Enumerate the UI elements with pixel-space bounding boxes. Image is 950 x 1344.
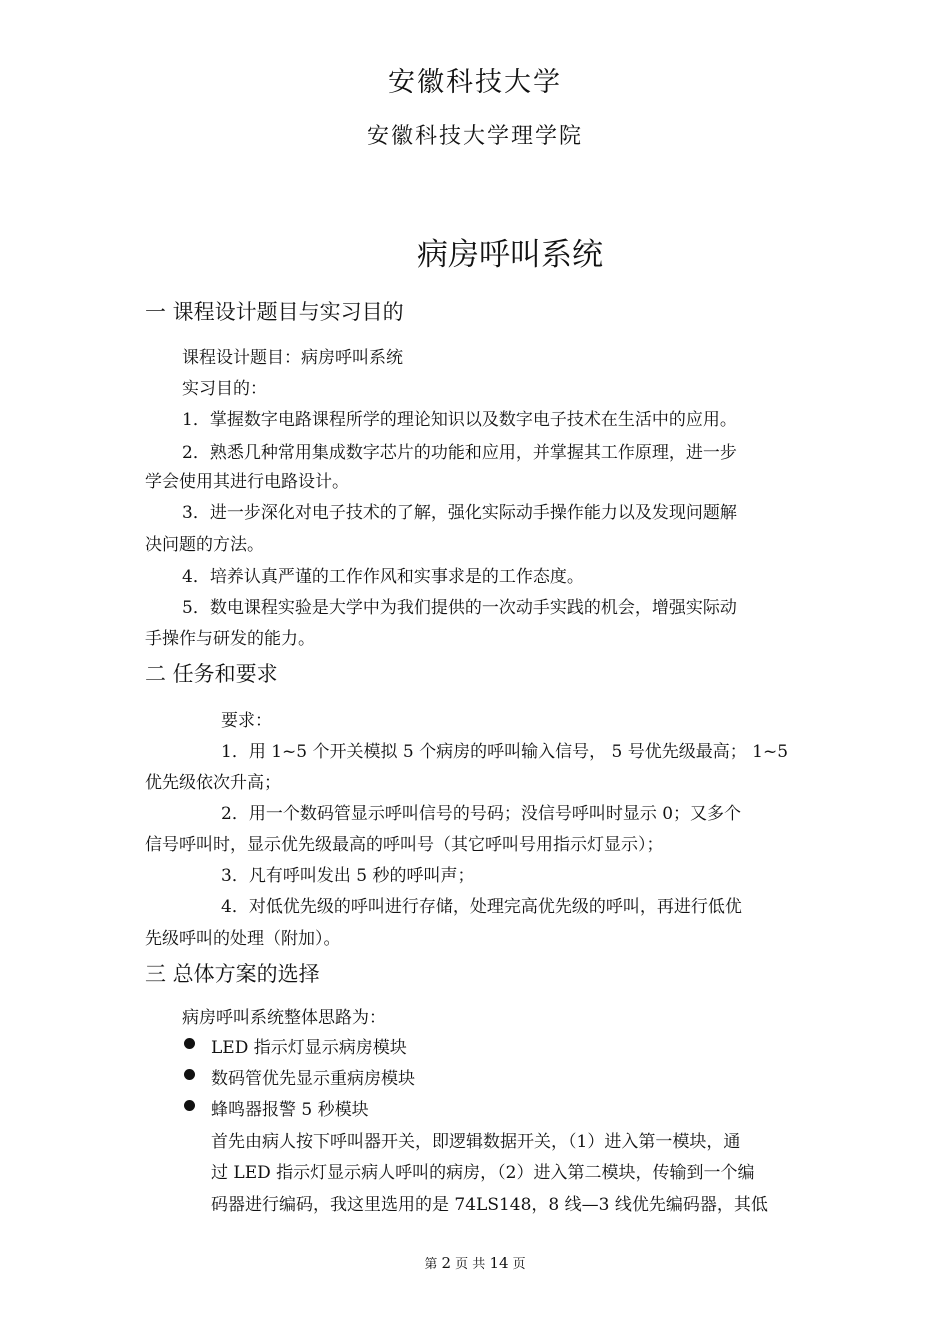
footer-prefix: 第 (424, 1257, 438, 1272)
bullet-dot-icon (184, 1069, 195, 1080)
requirement-line: 信号呼叫时，显示优先级最高的呼叫号（其它呼叫号用指示灯显示）； (145, 835, 664, 855)
school-name: 安徽科技大学 (388, 67, 562, 98)
bullet-dot-icon (184, 1100, 195, 1111)
goal-line: 决问题的方法。 (145, 535, 264, 555)
requirement-line: 2．用一个数码管显示呼叫信号的号码；没信号呼叫时显示 0；又多个 (221, 804, 742, 824)
goal-label: 实习目的： (182, 379, 267, 399)
section-heading-1: 一 课程设计题目与实习目的 (145, 300, 404, 324)
requirement-line: 先级呼叫的处理（附加）。 (145, 929, 341, 949)
goal-line: 5．数电课程实验是大学中为我们提供的一次动手实践的机会，增强实际动 (182, 598, 737, 618)
requirement-line: 4．对低优先级的呼叫进行存储，处理完高优先级的呼叫，再进行低优 (221, 897, 742, 917)
requirement-line: 3．凡有呼叫发出 5 秒的呼叫声； (221, 866, 475, 886)
goal-line: 2．熟悉几种常用集成数字芯片的功能和应用，并掌握其工作原理，进一步 (182, 443, 737, 463)
bullet-item: LED 指示灯显示病房模块 (211, 1038, 407, 1058)
requirement-line: 1．用 1~5 个开关模拟 5 个病房的呼叫输入信号， 5 号优先级最高； 1~5 (221, 742, 789, 762)
footer-total-pages: 14 (489, 1254, 509, 1272)
goal-line: 1．掌握数字电路课程所学的理论知识以及数字电子技术在生活中的应用。 (182, 410, 737, 430)
bullet-dot-icon (184, 1038, 195, 1049)
goal-line: 4．培养认真严谨的工作作风和实事求是的工作态度。 (182, 567, 584, 587)
scheme-line: 过 LED 指示灯显示病人呼叫的病房，（2）进入第二模块，传输到一个编 (211, 1163, 755, 1183)
goal-line: 手操作与研发的能力。 (145, 629, 315, 649)
bullet-item: 蜂鸣器报警 5 秒模块 (211, 1100, 369, 1120)
footer-middle: 页 共 (455, 1257, 486, 1272)
requirement-line: 优先级依次升高； (145, 773, 281, 793)
bullet-item: 数码管优先显示重病房模块 (211, 1069, 415, 1089)
requirement-label: 要求： (221, 711, 272, 731)
goal-line: 3．进一步深化对电子技术的了解，强化实际动手操作能力以及发现问题解 (182, 503, 737, 523)
goal-line: 学会使用其进行电路设计。 (145, 472, 349, 492)
course-topic: 课程设计题目：病房呼叫系统 (182, 348, 403, 368)
scheme-line: 码器进行编码，我这里选用的是 74LS148，8 线—3 线优先编码器，其低 (211, 1195, 768, 1215)
document-title: 病房呼叫系统 (417, 237, 603, 273)
faculty-name: 安徽科技大学理学院 (366, 124, 583, 149)
scheme-line: 首先由病人按下呼叫器开关，即逻辑数据开关，（1）进入第一模块，通 (211, 1132, 741, 1152)
page-footer (0, 1253, 950, 1272)
footer-page-number: 2 (441, 1254, 452, 1272)
section-heading-2: 二 任务和要求 (145, 662, 278, 686)
scheme-intro: 病房呼叫系统整体思路为： (182, 1008, 386, 1028)
section-heading-3: 三 总体方案的选择 (145, 962, 320, 986)
footer-suffix: 页 (512, 1257, 526, 1272)
